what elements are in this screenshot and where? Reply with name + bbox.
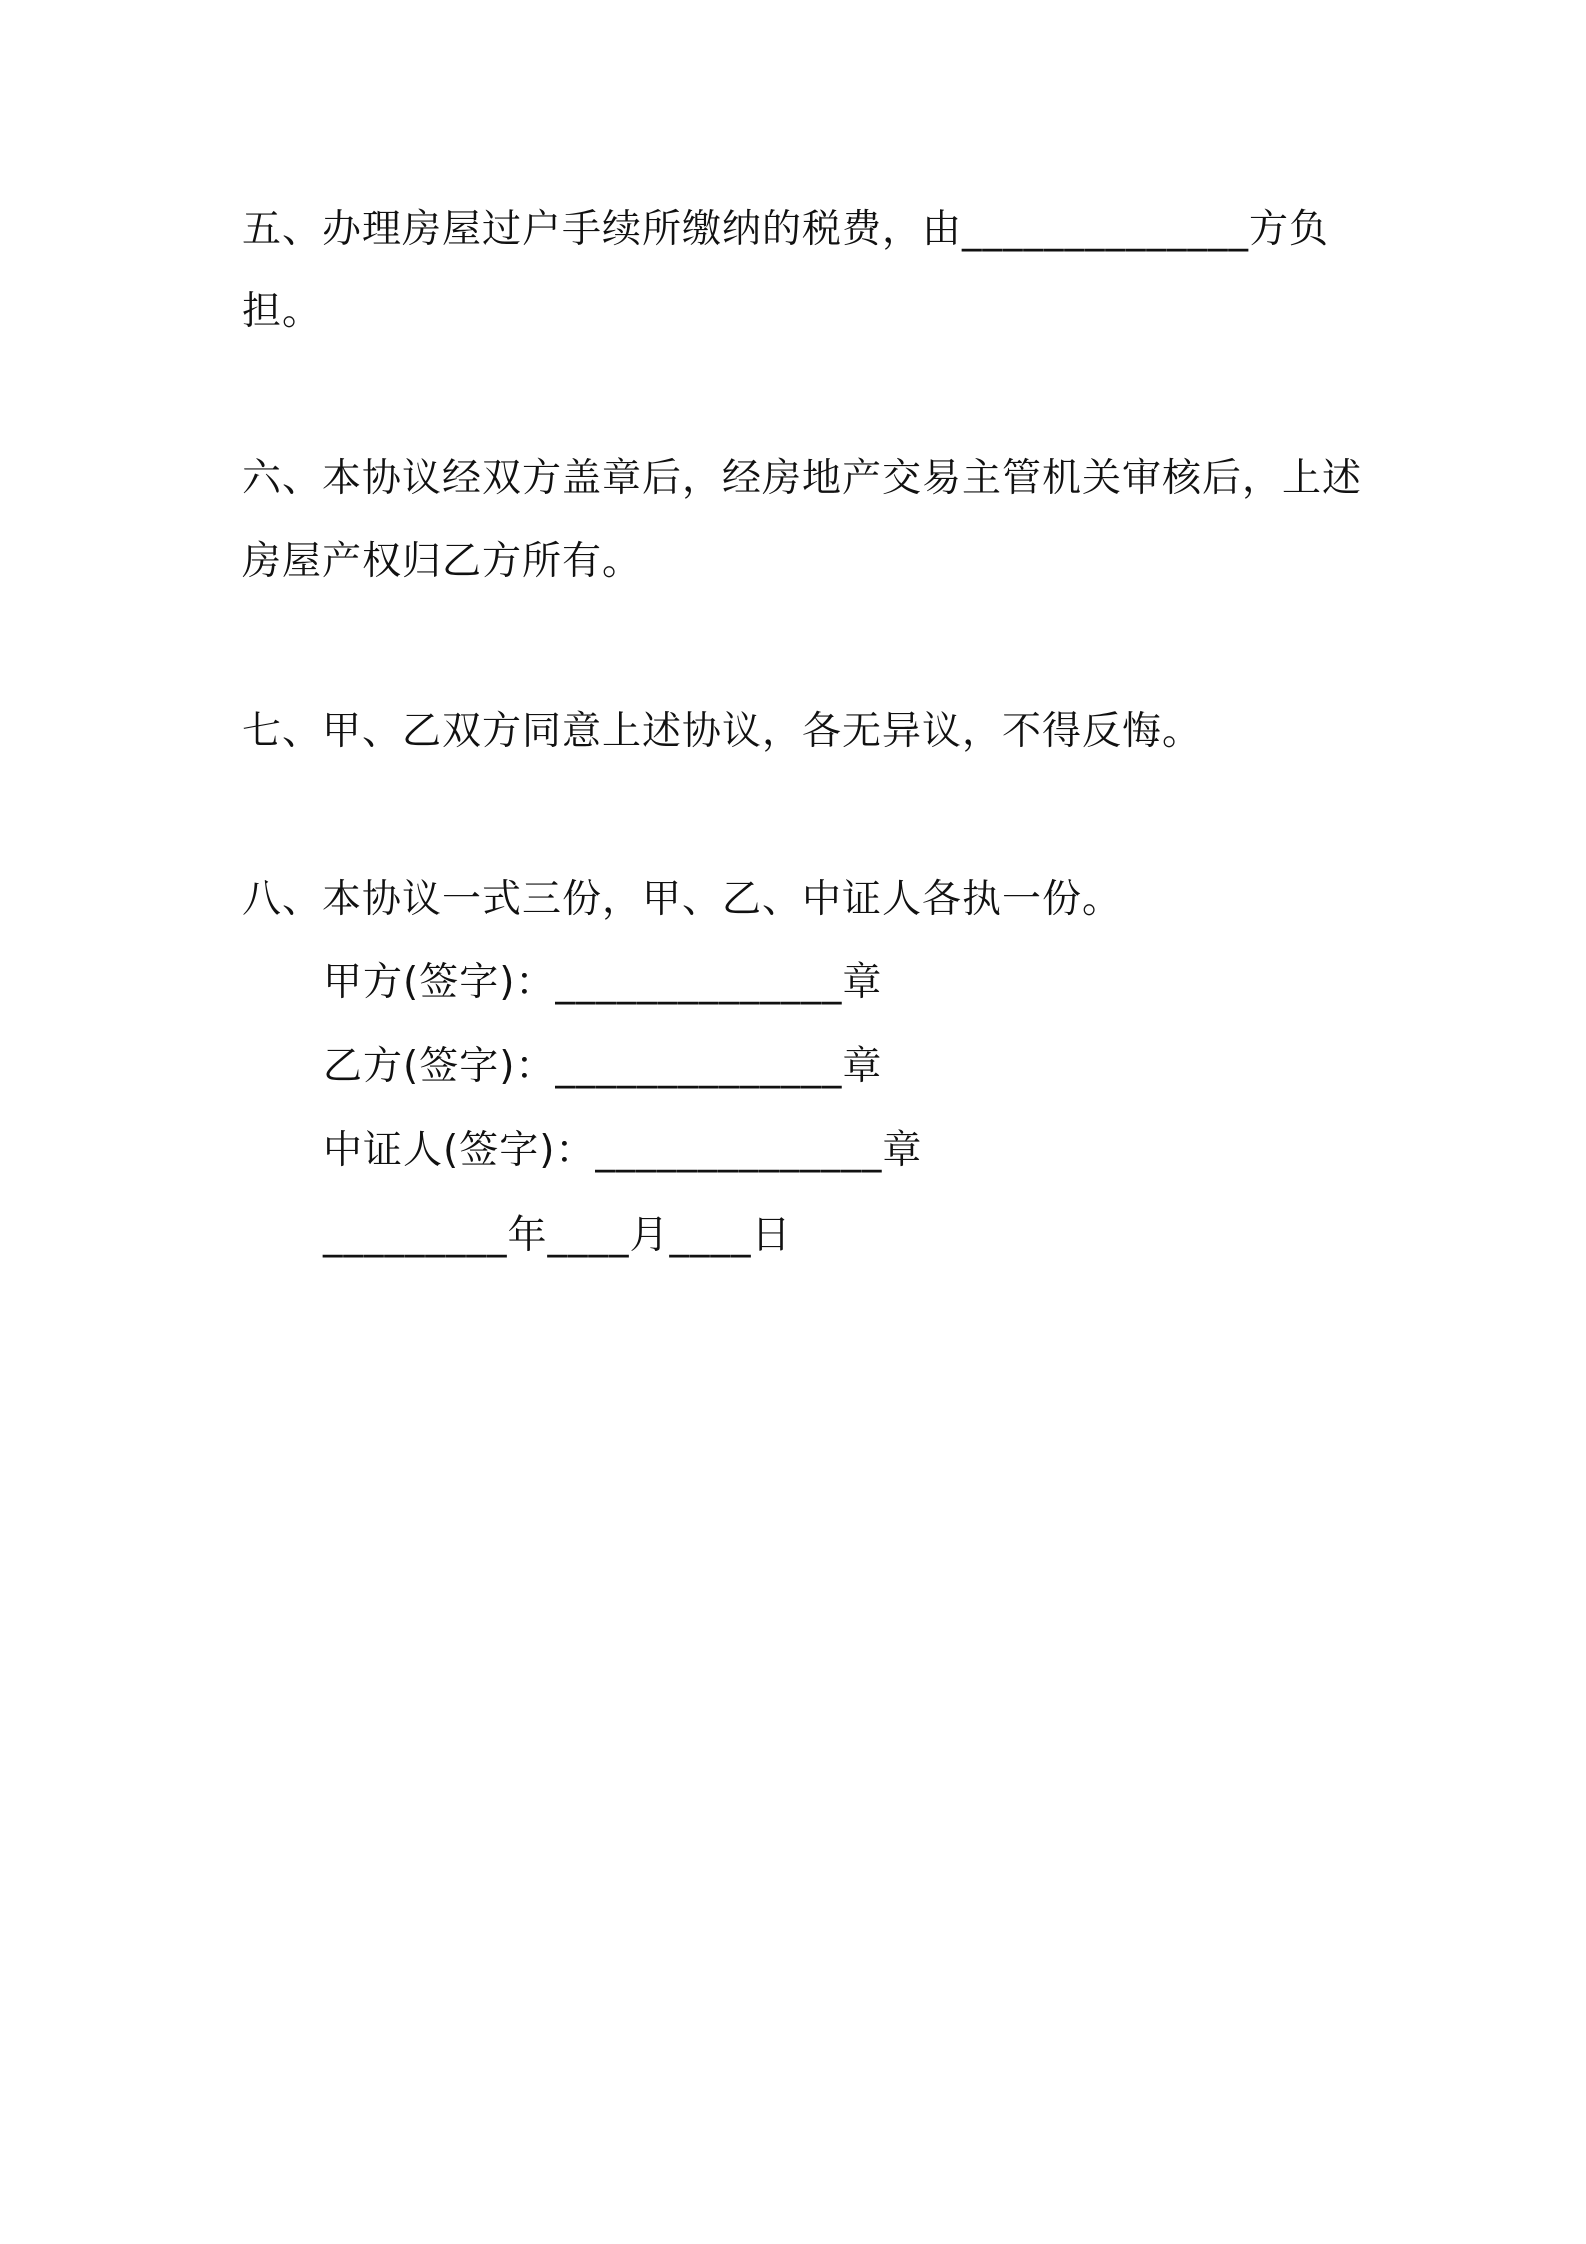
- clause-6-line-2: 房屋产权归乙方所有。: [242, 539, 643, 584]
- clause-7-line-1: 七、甲、乙双方同意上述协议，各无异议，不得反悔。: [242, 709, 1203, 754]
- clause-5-line-2: 担。: [242, 289, 323, 334]
- clause-6-line-1: 六、本协议经双方盖章后，经房地产交易主管机关审核后，上述: [242, 456, 1363, 501]
- signature-witness: 中证人(签字)：______________章: [323, 1128, 923, 1173]
- clause-8-line-1: 八、本协议一式三份，甲、乙、中证人各执一份。: [242, 877, 1123, 922]
- signature-party-b: 乙方(签字)：______________章: [323, 1044, 883, 1089]
- signature-date: _________年____月____日: [323, 1213, 792, 1258]
- signature-party-a: 甲方(签字)：______________章: [323, 960, 883, 1005]
- clause-5-line-1: 五、办理房屋过户手续所缴纳的税费，由______________方负: [242, 207, 1330, 252]
